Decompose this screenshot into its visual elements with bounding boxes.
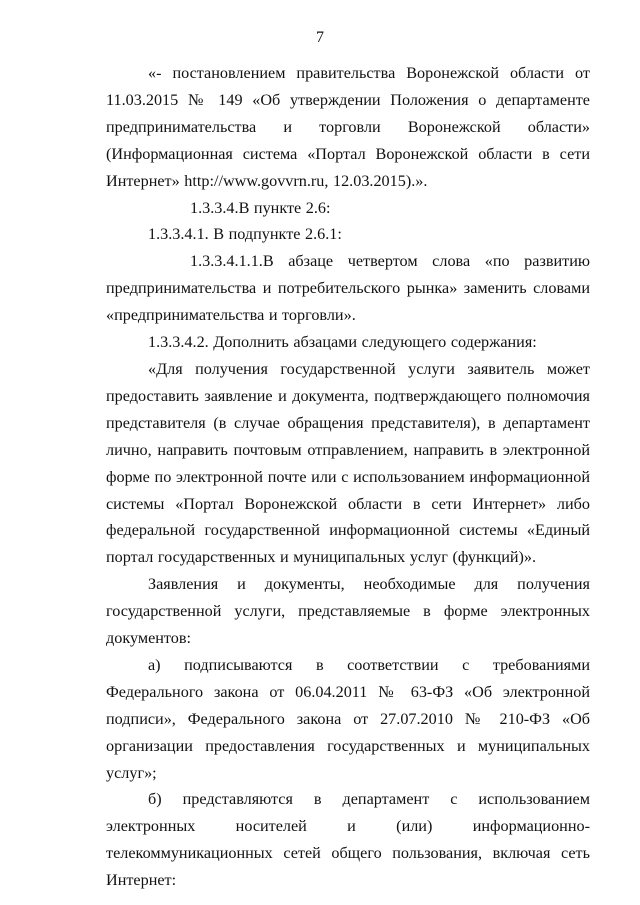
- paragraph-1-3-3-4-1-1: [106, 248, 590, 329]
- paragraph-1-3-3-4-1: [106, 221, 590, 248]
- paragraph-1-3-3-4: [106, 195, 590, 222]
- clause-text: В пункте 2.6:: [238, 198, 331, 217]
- page-number: 7: [316, 29, 324, 46]
- paragraph-electronic-documents: Заявления и документы, необходимые для получения государственной услуги, представляемые в форме электронных документов:: [106, 575, 590, 648]
- paragraph-1-3-3-4-2: 1.3.3.4.2. Дополнить абзацами следующего содержания:: [148, 333, 537, 352]
- paragraph-item-a: а) подписываются в соответствии с требованиями Федерального закона от 06.04.2011 № 63-ФЗ «Об электронной подписи», Федерального закона от 27.07.2010 № 210-ФЗ «Об организации предоставления государственных и муниципальных услуг»;: [106, 655, 590, 782]
- clause-number: 1.3.3.4.1.: [148, 225, 209, 244]
- clause-text: В подпункте 2.6.1:: [213, 225, 342, 244]
- clause-text: абзаце четвертом слова «по развитию предпринимательства и потребительского рынка» заменить словами «предпринимательства и торговли».: [106, 252, 590, 325]
- paragraph-quote-resolution: «- постановлением правительства Воронежской области от 11.03.2015 № 149 «Об утверждении Положения о департаменте предпринимательства и торговли Воронежской области» (Информационная система «Портал Воронежской области в сети Интернет» http://www.govvrn.ru, 12.03.2015).».: [106, 64, 590, 190]
- paragraph-item-b: б) представляются в департамент с использованием электронных носителей и (или) информационно-телекоммуникационных сетей общего пользования, включая сеть Интернет:: [106, 790, 590, 890]
- paragraph-quote-application: «Для получения государственной услуги заявитель может предоставить заявление и документа, подтверждающего полномочия представителя (в случае обращения представителя), в департамент лично, направить почтовым отправлением, направить в электронной форме по электронной почте или с использованием информационной системы «Портал Воронежской области в сети Интернет» либо федеральной государственной информационной системы «Единый портал государственных и муниципальных услуг (функций)».: [106, 359, 590, 567]
- document-body: [106, 60, 590, 894]
- clause-number: 1.3.3.4.1.1.В: [190, 252, 274, 271]
- clause-number: 1.3.3.4.: [190, 198, 239, 217]
